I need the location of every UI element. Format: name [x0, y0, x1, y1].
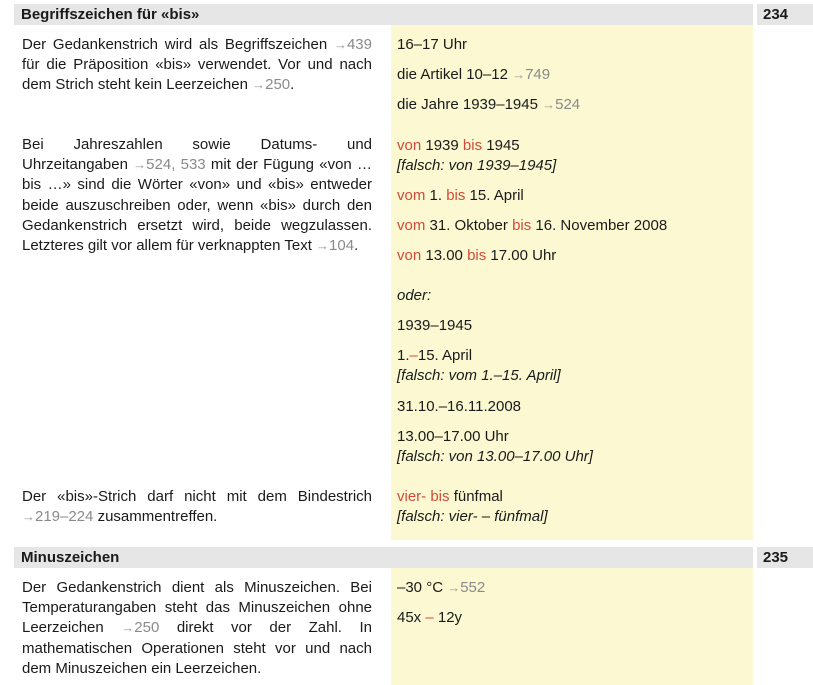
cross-reference-link[interactable]: 250 [134, 619, 160, 637]
example-line: 1.–15. April [397, 347, 473, 364]
section-title-minus: Minuszeichen [14, 547, 753, 568]
arrow-icon: → [316, 238, 330, 254]
section-number-234: 234 [757, 4, 813, 25]
example-wrong: [falsch: vom 1.–15. April] [397, 367, 561, 384]
example-line: vier- bis fünfmal [397, 488, 503, 505]
cross-reference-link[interactable]: 104 [329, 237, 355, 255]
cross-reference-link[interactable]: 250 [265, 76, 291, 94]
cross-reference-link[interactable]: 524 [555, 96, 581, 113]
cross-reference-link[interactable]: 219–224 [35, 508, 94, 526]
cross-reference-link[interactable]: 439 [346, 36, 372, 53]
cross-reference-link[interactable]: 749 [525, 66, 551, 83]
arrow-icon: → [121, 620, 135, 636]
section-number-235: 235 [757, 547, 813, 568]
example-line: die Artikel 10–12 →749 [397, 66, 551, 83]
cross-reference-link[interactable]: 524, 533 [146, 156, 206, 174]
example-line: von 13.00 bis 17.00 Uhr [397, 247, 557, 264]
example-oder: oder: [397, 287, 432, 304]
example-line: 16–17 Uhr [397, 36, 468, 53]
paragraph-bis-dates: Bei Jahreszahlen sowie Datums- und Uhrzeitangaben →524, 533 mit der Fügung «von … bis …» sind die Wörter «von» und «bis» entweder beide auszuschreiben oder, wenn «bis» durch den Gedankenstrich ersetzt wird, beide wegzulassen. Letzteres gilt vor allem für verknappten Text →104. [22, 136, 373, 255]
example-wrong: [falsch: von 1939–1945] [397, 157, 557, 174]
paragraph-minus: Der Gedankenstrich dient als Minuszeichen. Bei Temperaturangaben steht das Minuszeichen ohne Leerzeichen →250 direkt vor der Zahl. In mathematischen Operationen steht vor und nach dem Minuszeichen ein Leerzeichen. [22, 579, 372, 677]
example-wrong: [falsch: von 13.00–17.00 Uhr] [397, 448, 593, 465]
section-title-bis: Begriffszeichen für «bis» [14, 4, 753, 25]
arrow-icon: → [252, 77, 266, 93]
arrow-icon: → [133, 157, 147, 173]
example-line: von 1939 bis 1945 [397, 137, 520, 154]
example-line: vom 31. Oktober bis 16. November 2008 [397, 217, 668, 234]
arrow-icon: → [333, 37, 347, 52]
arrow-icon: → [542, 97, 556, 112]
arrow-icon: → [512, 67, 526, 82]
example-line: 45x – 12y [397, 609, 463, 626]
example-line: 31.10.–16.11.2008 [397, 398, 522, 415]
example-wrong: [falsch: vier- – fünfmal] [397, 508, 548, 525]
example-line: 1939–1945 [397, 317, 473, 334]
paragraph-bis-intro: Der Gedankenstrich wird als Begriffszeichen →439 für die Präposition «bis» verwendet. Vor und nach dem Strich steht kein Leerzeichen →250. [22, 36, 372, 94]
cross-reference-link[interactable]: 552 [460, 579, 486, 596]
example-line: die Jahre 1939–1945 →524 [397, 96, 581, 113]
example-line: –30 °C →552 [397, 579, 486, 596]
arrow-icon: → [447, 580, 461, 595]
paragraph-bis-hyphen: Der «bis»-Strich darf nicht mit dem Bindestrich →219–224 zusammentreffen. [22, 488, 372, 526]
example-line: 13.00–17.00 Uhr [397, 428, 509, 445]
example-line: vom 1. bis 15. April [397, 187, 524, 204]
arrow-icon: → [22, 509, 35, 525]
